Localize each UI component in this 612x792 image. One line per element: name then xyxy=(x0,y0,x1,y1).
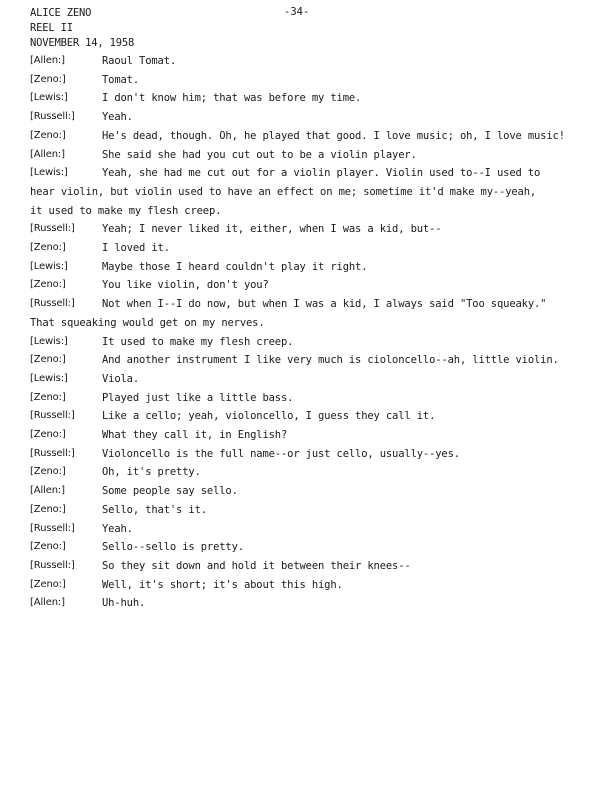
interviewee-name: ALICE ZENO xyxy=(30,7,92,19)
transcript-line xyxy=(30,370,590,389)
transcript-line xyxy=(30,463,590,482)
utterance-text: What they call it, in English? xyxy=(102,429,288,442)
utterance-text: Oh, it's pretty. xyxy=(102,466,201,479)
utterance-text: Sello, that's it. xyxy=(102,503,207,516)
speaker-label: [Russell:] xyxy=(30,223,75,235)
transcript-line xyxy=(30,407,590,426)
transcript-line xyxy=(30,576,590,595)
utterance-text: I loved it. xyxy=(102,242,170,255)
transcript-line xyxy=(30,258,590,277)
reel-label: REEL II xyxy=(30,22,73,34)
transcript-line xyxy=(30,333,590,352)
transcript-body xyxy=(30,52,590,613)
utterance-text: That squeaking would get on my nerves. xyxy=(30,316,265,329)
transcript-line xyxy=(30,314,590,333)
utterance-text: Yeah. xyxy=(102,111,133,124)
utterance-text: Not when I--I do now, but when I was a kid, I always said "Too squeaky." xyxy=(102,298,547,311)
utterance-text: Sello--sello is pretty. xyxy=(102,541,244,554)
speaker-label: [Allen:] xyxy=(30,485,65,497)
speaker-label: [Russell:] xyxy=(30,410,75,422)
speaker-label: [Zeno:] xyxy=(30,578,66,590)
speaker-label: [Lewis:] xyxy=(30,167,68,179)
document-header xyxy=(30,6,134,51)
transcript-line xyxy=(30,351,590,370)
transcript-line xyxy=(30,127,590,146)
page-number: -34- xyxy=(284,6,310,18)
transcript-line xyxy=(30,426,590,445)
utterance-text: Played just like a little bass. xyxy=(102,391,294,404)
utterance-text: So they sit down and hold it between their knees-- xyxy=(102,559,411,572)
utterance-text: Uh-huh. xyxy=(102,597,146,610)
speaker-label: [Zeno:] xyxy=(30,279,66,291)
speaker-label: [Lewis:] xyxy=(30,260,68,272)
speaker-label: [Russell:] xyxy=(30,298,75,310)
transcript-line xyxy=(30,594,590,613)
transcript-line xyxy=(30,557,590,576)
speaker-label: [Russell:] xyxy=(30,111,75,123)
interview-date: NOVEMBER 14, 1958 xyxy=(30,37,135,49)
transcript-line xyxy=(30,482,590,501)
speaker-label: [Zeno:] xyxy=(30,242,66,254)
transcript-line xyxy=(30,71,590,90)
utterance-text: Tomat. xyxy=(102,73,140,86)
transcript-line xyxy=(30,164,590,183)
utterance-text: Yeah, she had me cut out for a violin player. Violin used to--I used to xyxy=(102,167,541,180)
transcript-line xyxy=(30,52,590,71)
utterance-text: And another instrument I like very much is cioloncello--ah, little violin. xyxy=(102,354,559,367)
transcript-line xyxy=(30,89,590,108)
transcript-line xyxy=(30,445,590,464)
transcript-line xyxy=(30,108,590,127)
utterance-text: Violoncello is the full name--or just cello, usually--yes. xyxy=(102,447,460,460)
transcript-line xyxy=(30,183,590,202)
utterance-text: She said she had you cut out to be a violin player. xyxy=(102,148,417,161)
speaker-label: [Zeno:] xyxy=(30,354,66,366)
transcript-line xyxy=(30,538,590,557)
transcript-line xyxy=(30,202,590,221)
speaker-label: [Lewis:] xyxy=(30,335,68,347)
utterance-text: Yeah; I never liked it, either, when I was a kid, but-- xyxy=(102,223,442,236)
utterance-text: You like violin, don't you? xyxy=(102,279,269,292)
utterance-text: it used to make my flesh creep. xyxy=(30,204,222,217)
utterance-text: Like a cello; yeah, violoncello, I guess they call it. xyxy=(102,410,436,423)
transcript-line xyxy=(30,239,590,258)
utterance-text: Maybe those I heard couldn't play it right. xyxy=(102,260,368,273)
utterance-text: He's dead, though. Oh, he played that good. I love music; oh, I love music! xyxy=(102,129,565,142)
speaker-label: [Zeno:] xyxy=(30,129,66,141)
utterance-text: Yeah. xyxy=(102,522,133,535)
utterance-text: Some people say sello. xyxy=(102,485,238,498)
utterance-text: Well, it's short; it's about this high. xyxy=(102,578,343,591)
utterance-text: Viola. xyxy=(102,372,140,385)
speaker-label: [Russell:] xyxy=(30,447,75,459)
speaker-label: [Russell:] xyxy=(30,559,75,571)
speaker-label: [Zeno:] xyxy=(30,73,66,85)
transcript-line xyxy=(30,501,590,520)
speaker-label: [Lewis:] xyxy=(30,372,68,384)
transcript-line xyxy=(30,146,590,165)
speaker-label: [Allen:] xyxy=(30,55,65,66)
transcript-line xyxy=(30,389,590,408)
utterance-text: It used to make my flesh creep. xyxy=(102,335,294,348)
transcript-line xyxy=(30,295,590,314)
utterance-text: hear violin, but violin used to have an effect on me; sometime it'd make my--yeah, xyxy=(30,185,537,198)
transcript-line xyxy=(30,520,590,539)
speaker-label: [Zeno:] xyxy=(30,391,66,403)
transcript-line xyxy=(30,220,590,239)
speaker-label: [Allen:] xyxy=(30,148,65,160)
speaker-label: [Zeno:] xyxy=(30,429,66,441)
speaker-label: [Zeno:] xyxy=(30,466,66,478)
speaker-label: [Zeno:] xyxy=(30,503,66,515)
speaker-label: [Zeno:] xyxy=(30,541,66,553)
speaker-label: [Russell:] xyxy=(30,522,75,534)
transcript-line xyxy=(30,276,590,295)
speaker-label: [Lewis:] xyxy=(30,92,68,104)
utterance-text: Raoul Tomat. xyxy=(102,55,177,67)
speaker-label: [Allen:] xyxy=(30,597,65,609)
utterance-text: I don't know him; that was before my time. xyxy=(102,92,362,105)
